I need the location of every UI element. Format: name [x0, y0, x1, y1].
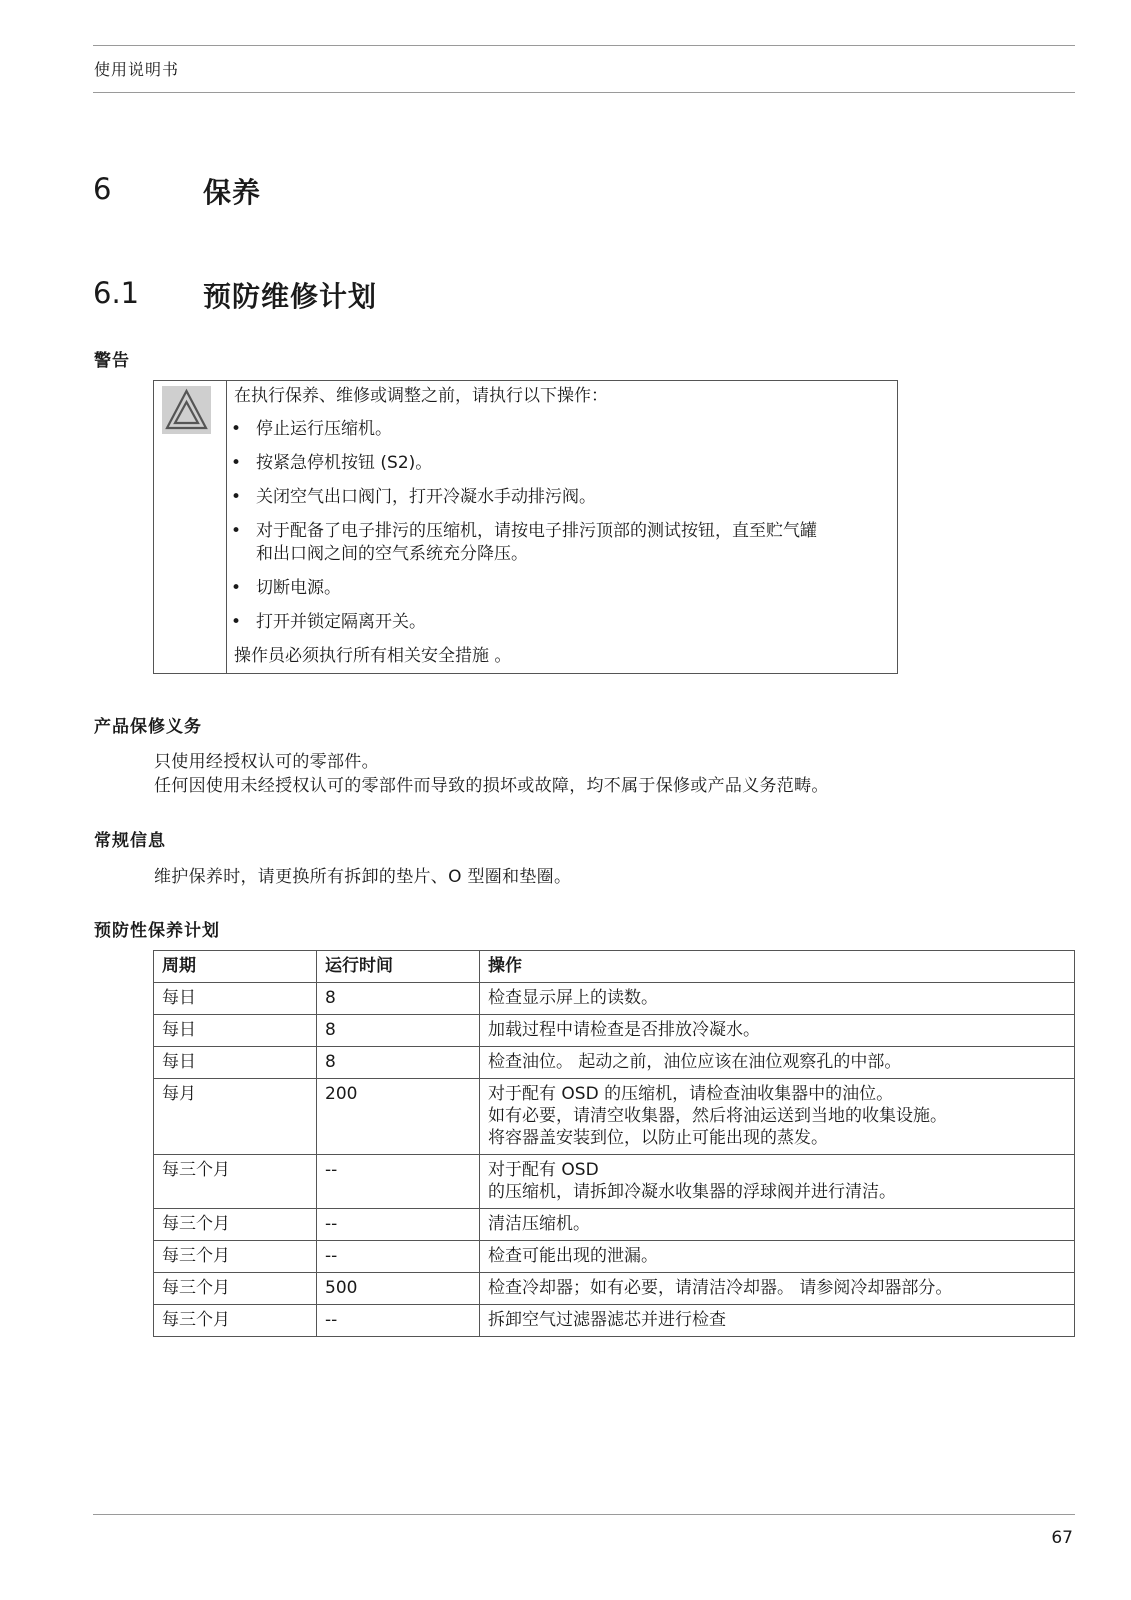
cell-period: 每三个月: [154, 1241, 317, 1273]
warning-bullet: 按紧急停机按钮 (S2)。: [256, 453, 433, 473]
header-top-rule: [93, 45, 1075, 46]
table-row: [154, 1305, 1075, 1337]
cell-action: [480, 1241, 1075, 1273]
warning-bullet: 对于配备了电子排污的压缩机，请按电子排污顶部的测试按钮，直至贮气罐: [256, 521, 817, 541]
warranty-line: 只使用经授权认可的零部件。: [154, 752, 379, 772]
table-row: [154, 1015, 1075, 1047]
action-line: 检查显示屏上的读数。: [488, 988, 658, 1008]
cell-hours: --: [317, 1155, 480, 1209]
table-row: [154, 1209, 1075, 1241]
warning-heading: 警告: [94, 351, 130, 371]
action-line: 检查可能出现的泄漏。: [488, 1246, 658, 1266]
table-row: [154, 1273, 1075, 1305]
column-header-period: 周期: [154, 951, 317, 983]
general-heading: 常规信息: [94, 831, 166, 851]
action-line: 的压缩机，请拆卸冷凝水收集器的浮球阀并进行清洁。: [488, 1182, 896, 1202]
warning-triangle-icon: [162, 386, 211, 434]
cell-hours: 500: [317, 1273, 480, 1305]
cell-period: 每三个月: [154, 1155, 317, 1209]
warning-bullet: 切断电源。: [256, 578, 341, 598]
cell-period: 每月: [154, 1079, 317, 1155]
cell-action: [480, 1015, 1075, 1047]
action-line: 将容器盖安装到位，以防止可能出现的蒸发。: [488, 1128, 828, 1148]
bullet-icon: •: [231, 612, 242, 632]
column-header-action: 操作: [480, 951, 1075, 983]
cell-period: 每三个月: [154, 1273, 317, 1305]
action-line: 清洁压缩机。: [488, 1214, 590, 1234]
footer-rule: [93, 1514, 1075, 1515]
action-line: 加载过程中请检查是否排放冷凝水。: [488, 1020, 760, 1040]
bullet-icon: •: [231, 578, 242, 598]
cell-action: [480, 983, 1075, 1015]
action-line: 检查冷却器；如有必要，请清洁冷却器。 请参阅冷却器部分。: [488, 1278, 953, 1298]
warning-bullet: 停止运行压缩机。: [256, 419, 392, 439]
warning-intro: 在执行保养、维修或调整之前，请执行以下操作：: [234, 386, 608, 406]
section-title: 预防维修计划: [203, 280, 378, 313]
cell-hours: --: [317, 1241, 480, 1273]
bullet-icon: •: [231, 453, 242, 473]
table-row: [154, 983, 1075, 1015]
table-row: [154, 1047, 1075, 1079]
table-row: [154, 1079, 1075, 1155]
cell-action: [480, 1273, 1075, 1305]
header-title: 使用说明书: [94, 60, 180, 79]
page-number: 67: [1051, 1528, 1073, 1548]
warning-outro: 操作员必须执行所有相关安全措施 。: [234, 646, 512, 666]
bullet-icon: •: [231, 487, 242, 507]
action-line: 检查油位。 起动之前，油位应该在油位观察孔的中部。: [488, 1052, 902, 1072]
cell-hours: 200: [317, 1079, 480, 1155]
cell-period: 每日: [154, 1015, 317, 1047]
bullet-icon: •: [231, 521, 242, 541]
action-line: 拆卸空气过滤器滤芯并进行检查: [488, 1310, 726, 1330]
table-row: [154, 1155, 1075, 1209]
schedule-heading: 预防性保养计划: [94, 921, 220, 941]
table-header-row: [154, 951, 1075, 983]
action-line: 如有必要，请清空收集器，然后将油运送到当地的收集设施。: [488, 1106, 947, 1126]
cell-hours: --: [317, 1305, 480, 1337]
cell-action: [480, 1079, 1075, 1155]
cell-action: [480, 1209, 1075, 1241]
cell-period: 每三个月: [154, 1305, 317, 1337]
warning-box: [153, 380, 898, 674]
section-number: 6.1: [93, 276, 140, 310]
bullet-icon: •: [231, 419, 242, 439]
column-header-hours: 运行时间: [317, 951, 480, 983]
warning-bullet: 关闭空气出口阀门，打开冷凝水手动排污阀。: [256, 487, 596, 507]
warranty-line: 任何因使用未经授权认可的零部件而导致的损坏或故障，均不属于保修或产品义务范畴。: [154, 776, 829, 796]
general-text: 维护保养时，请更换所有拆卸的垫片、O 型圈和垫圈。: [154, 867, 572, 887]
cell-action: [480, 1305, 1075, 1337]
chapter-number: 6: [93, 172, 112, 206]
cell-period: 每日: [154, 1047, 317, 1079]
maintenance-schedule-table: [153, 950, 1075, 1337]
cell-hours: --: [317, 1209, 480, 1241]
table-row: [154, 1241, 1075, 1273]
warning-bullet: 打开并锁定隔离开关。: [256, 612, 426, 632]
cell-period: 每三个月: [154, 1209, 317, 1241]
cell-period: 每日: [154, 983, 317, 1015]
warranty-heading: 产品保修义务: [94, 717, 202, 737]
action-line: 对于配有 OSD 的压缩机，请检查油收集器中的油位。: [488, 1084, 894, 1104]
cell-hours: 8: [317, 1047, 480, 1079]
cell-action: [480, 1155, 1075, 1209]
warning-divider: [226, 381, 227, 673]
cell-hours: 8: [317, 1015, 480, 1047]
header-bottom-rule: [93, 92, 1075, 93]
chapter-title: 保养: [203, 176, 262, 209]
cell-action: [480, 1047, 1075, 1079]
cell-hours: 8: [317, 983, 480, 1015]
action-line: 对于配有 OSD: [488, 1160, 599, 1180]
warning-bullet-continuation: 和出口阀之间的空气系统充分降压。: [256, 544, 528, 564]
